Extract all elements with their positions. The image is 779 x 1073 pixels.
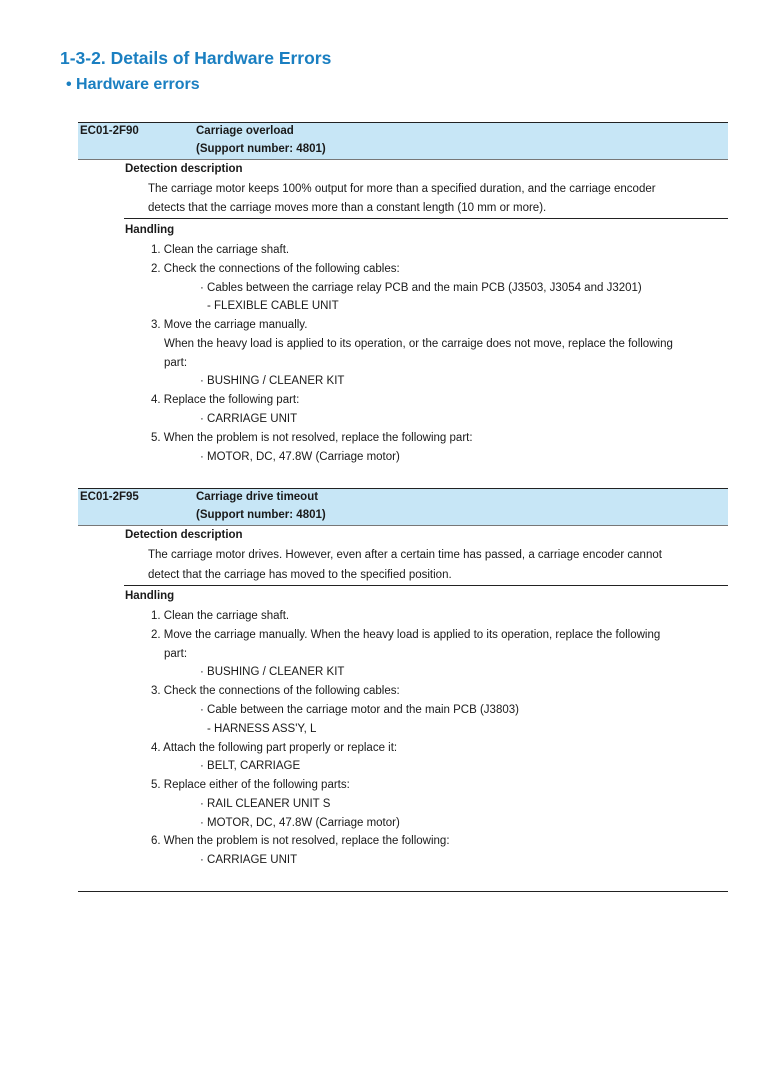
handling-subitem: · Cables between the carriage relay PCB and the main PCB (J3503, J3054 and J3201) bbox=[200, 282, 642, 294]
handling-step: 5. Replace either of the following parts: bbox=[151, 779, 350, 791]
error-title: Carriage drive timeout bbox=[196, 491, 319, 503]
support-number: (Support number: 4801) bbox=[196, 143, 326, 155]
error-code: EC01-2F95 bbox=[80, 491, 139, 503]
handling-subitem: - FLEXIBLE CABLE UNIT bbox=[207, 300, 339, 312]
detection-label: Detection description bbox=[125, 163, 243, 175]
detection-text: detects that the carriage moves more than a constant length (10 mm or more). bbox=[148, 202, 547, 214]
handling-step: 5. When the problem is not resolved, replace the following part: bbox=[151, 432, 473, 444]
divider bbox=[124, 585, 728, 586]
detection-text: The carriage motor keeps 100% output for more than a specified duration, and the carriage encoder bbox=[148, 183, 656, 195]
handling-step: 3. Check the connections of the following cables: bbox=[151, 685, 400, 697]
handling-text: part: bbox=[164, 357, 188, 369]
handling-subitem: · RAIL CLEANER UNIT S bbox=[200, 798, 331, 810]
error-code: EC01-2F90 bbox=[80, 125, 139, 137]
support-number: (Support number: 4801) bbox=[196, 509, 326, 521]
handling-step: 4. Replace the following part: bbox=[151, 394, 300, 406]
page-heading: 1-3-2. Details of Hardware Errors bbox=[60, 48, 332, 68]
handling-subitem: · Cable between the carriage motor and the main PCB (J3803) bbox=[200, 704, 519, 716]
handling-subitem: · CARRIAGE UNIT bbox=[200, 854, 298, 866]
handling-text: part: bbox=[164, 648, 188, 660]
detection-text: detect that the carriage has moved to the specified position. bbox=[148, 569, 452, 581]
handling-step: 1. Clean the carriage shaft. bbox=[151, 244, 290, 256]
divider bbox=[124, 218, 728, 219]
handling-step: 2. Check the connections of the following cables: bbox=[151, 263, 400, 275]
handling-step: 6. When the problem is not resolved, replace the following: bbox=[151, 835, 450, 847]
handling-text: When the heavy load is applied to its operation, or the carraige does not move, replace the following bbox=[164, 338, 673, 350]
bottom-rule bbox=[78, 891, 728, 892]
handling-subitem: · BUSHING / CLEANER KIT bbox=[200, 666, 345, 678]
handling-subitem: · CARRIAGE UNIT bbox=[200, 413, 298, 425]
error-title: Carriage overload bbox=[196, 125, 294, 137]
handling-step: 3. Move the carriage manually. bbox=[151, 319, 308, 331]
handling-subitem: · BUSHING / CLEANER KIT bbox=[200, 375, 345, 387]
handling-step: 2. Move the carriage manually. When the heavy load is applied to its operation, replace the following bbox=[151, 629, 661, 641]
handling-label: Handling bbox=[125, 224, 175, 236]
error-header-band bbox=[78, 488, 728, 526]
section-subheading: • Hardware errors bbox=[66, 76, 200, 93]
handling-subitem: · BELT, CARRIAGE bbox=[200, 760, 301, 772]
handling-subitem: - HARNESS ASS'Y, L bbox=[207, 723, 317, 735]
handling-subitem: · MOTOR, DC, 47.8W (Carriage motor) bbox=[200, 451, 400, 463]
handling-subitem: · MOTOR, DC, 47.8W (Carriage motor) bbox=[200, 817, 400, 829]
error-header-band bbox=[78, 122, 728, 160]
detection-text: The carriage motor drives. However, even after a certain time has passed, a carriage encoder cannot bbox=[148, 549, 662, 561]
handling-step: 1. Clean the carriage shaft. bbox=[151, 610, 290, 622]
handling-step: 4. Attach the following part properly or replace it: bbox=[151, 742, 398, 754]
handling-label: Handling bbox=[125, 590, 175, 602]
detection-label: Detection description bbox=[125, 529, 243, 541]
